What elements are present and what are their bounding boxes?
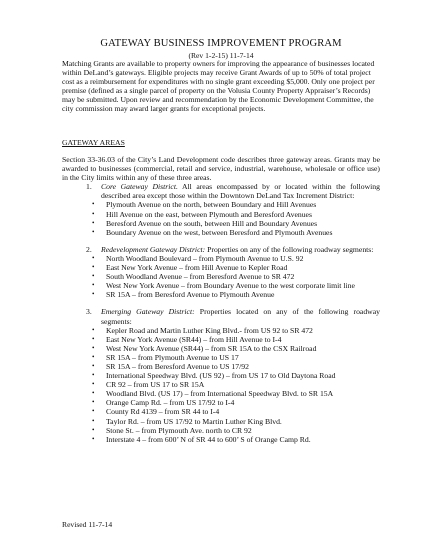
bullet-icon: • [92, 425, 95, 434]
roadway-segment-item [62, 263, 380, 272]
roadway-segment-text: South Woodland Avenue – from Beresford Avenue to SR 472 [106, 272, 295, 282]
bullet-icon: • [92, 380, 95, 389]
roadway-segment-text: SR 15A – from Plymouth Avenue to US 17 [106, 352, 239, 362]
roadway-segment-item [62, 290, 380, 299]
bullet-icon: • [92, 407, 95, 416]
area-description: Properties on any of the following roadway segments: [205, 244, 374, 254]
roadway-segment-text: Interstate 4 – from 600’ N of SR 44 to 600’ S of Orange Camp Rd. [106, 434, 311, 444]
roadway-segment-text: Orange Camp Rd. – from US 17/92 to I-4 [106, 398, 235, 408]
bullet-icon: • [92, 227, 95, 236]
bullet-icon: • [92, 434, 95, 443]
area-name: Core Gateway District. [101, 182, 178, 192]
bullet-icon: • [92, 281, 95, 290]
roadway-segment-text: Stone St. – from Plymouth Ave. north to CR 92 [106, 425, 252, 435]
area-description: Properties located on any of the following roadway segments: [101, 307, 380, 326]
gateway-area-item [62, 307, 380, 325]
gateway-areas-section [62, 155, 380, 444]
roadway-segment-text: SR 15A – from Beresford Avenue to Plymouth Avenue [106, 290, 275, 300]
roadway-segment-item [62, 398, 380, 407]
area-number: 3. [86, 307, 92, 317]
roadway-segment-text: Kepler Road and Martin Luther King Blvd.- from US 92 to SR 472 [106, 325, 313, 335]
roadway-segment-item [62, 210, 380, 219]
roadway-segment-list [62, 254, 380, 299]
roadway-segment-list [62, 326, 380, 444]
roadway-segment-item [62, 200, 380, 209]
area-description: All areas encompassed by or located within the following described area except those within the Downtown DeLand Tax Increment District: [101, 182, 380, 201]
roadway-segment-item [62, 326, 380, 335]
roadway-segment-item [62, 417, 380, 426]
roadway-segment-item [62, 353, 380, 362]
bullet-icon: • [92, 209, 95, 218]
roadway-segment-text: West New York Avenue (SR44) – from SR 15A to the CSX Railroad [106, 343, 317, 353]
gateway-area-item [62, 245, 380, 254]
roadway-segment-item [62, 435, 380, 444]
revised-footer: Revised 11-7-14 [62, 520, 113, 529]
bullet-icon: • [92, 272, 95, 281]
bullet-icon: • [92, 389, 95, 398]
roadway-segment-item [62, 272, 380, 281]
bullet-icon: • [92, 290, 95, 299]
bullet-icon: • [92, 416, 95, 425]
area-spacer [62, 299, 380, 307]
area-name: Emerging Gateway District: [101, 307, 195, 317]
roadway-segment-text: East New York Avenue – from Hill Avenue to Kepler Road [106, 263, 288, 273]
roadway-segment-text: West New York Avenue – from Boundary Avenue to the west corporate limit line [106, 281, 355, 291]
roadway-segment-item [62, 380, 380, 389]
roadway-segment-text: SR 15A – from Beresford Avenue to US 17/92 [106, 361, 249, 371]
roadway-segment-item [62, 228, 380, 237]
roadway-segment-text: Plymouth Avenue on the north, between Boundary and Hill Avenues [106, 200, 317, 210]
roadway-segment-item [62, 254, 380, 263]
bullet-icon: • [92, 325, 95, 334]
bullet-icon: • [92, 398, 95, 407]
bullet-icon: • [92, 253, 95, 262]
bullet-icon: • [92, 371, 95, 380]
roadway-segment-item [62, 219, 380, 228]
bullet-icon: • [92, 263, 95, 272]
roadway-segment-text: Beresford Avenue on the south, between Hill and Boundary Avenues [106, 218, 318, 228]
gateway-area-list [62, 182, 380, 444]
bullet-icon: • [92, 343, 95, 352]
intro-paragraph: Matching Grants are available to property owners for improving the appearance of businesses located within DeLand’s gateways. Eligible projects may receive Grant Awards of up to 50% of total project cost as a reimbursement for expenditures with no single grant exceeding $5,000. Only one project per premise (defined as a single parcel of property on the Volusia County Property Appraiser’s Records) may be submitted. Upon review and recommendation by the Economic Development Committee, the city commission may award larger grants for exceptional projects. [62, 59, 375, 114]
roadway-segment-item [62, 281, 380, 290]
roadway-segment-text: International Speedway Blvd. (US 92) – from US 17 to Old Daytona Road [106, 371, 336, 381]
roadway-segment-text: County Rd 4139 – from SR 44 to I-4 [106, 407, 220, 417]
roadway-segment-text: Taylor Rd. – from US 17/92 to Martin Luther King Blvd. [106, 416, 282, 426]
bullet-icon: • [92, 218, 95, 227]
area-number: 1. [86, 182, 92, 192]
revision-line: (Rev 1-2-15) 11-7-14 [188, 51, 254, 60]
roadway-segment-text: Boundary Avenue on the west, between Beresford and Plymouth Avenues [106, 227, 333, 237]
roadway-segment-text: East New York Avenue (SR44) – from Hill Avenue to I-4 [106, 334, 282, 344]
roadway-segment-item [62, 371, 380, 380]
document-title: GATEWAY BUSINESS IMPROVEMENT PROGRAM [100, 38, 342, 49]
area-name: Redevelopment Gateway District: [101, 244, 206, 254]
roadway-segment-item [62, 426, 380, 435]
roadway-segment-item [62, 344, 380, 353]
bullet-icon: • [92, 334, 95, 343]
roadway-segment-text: CR 92 – from US 17 to SR 15A [106, 380, 205, 390]
bullet-icon: • [92, 352, 95, 361]
roadway-segment-text: Hill Avenue on the east, between Plymouth and Beresford Avenues [106, 209, 312, 219]
roadway-segment-list [62, 200, 380, 236]
roadway-segment-item [62, 362, 380, 371]
gateway-areas-heading: GATEWAY AREAS [62, 138, 125, 147]
area-spacer [62, 237, 380, 245]
roadway-segment-item [62, 389, 380, 398]
gateway-area-item [62, 182, 380, 200]
roadway-segment-text: Woodland Blvd. (US 17) – from International Speedway Blvd. to SR 15A [106, 389, 334, 399]
bullet-icon: • [92, 200, 95, 209]
section-paragraph: Section 33-36.03 of the City’s Land Development code describes three gateway areas. Grants may be awarded to businesses (commercial, retail and service, industrial, warehouse, wholesale or office use) in the City limits within any of these three areas. [62, 155, 380, 183]
roadway-segment-item [62, 407, 380, 416]
roadway-segment-item [62, 335, 380, 344]
area-number: 2. [86, 244, 92, 254]
roadway-segment-text: North Woodland Boulevard – from Plymouth Avenue to U.S. 92 [106, 253, 304, 263]
bullet-icon: • [92, 361, 95, 370]
